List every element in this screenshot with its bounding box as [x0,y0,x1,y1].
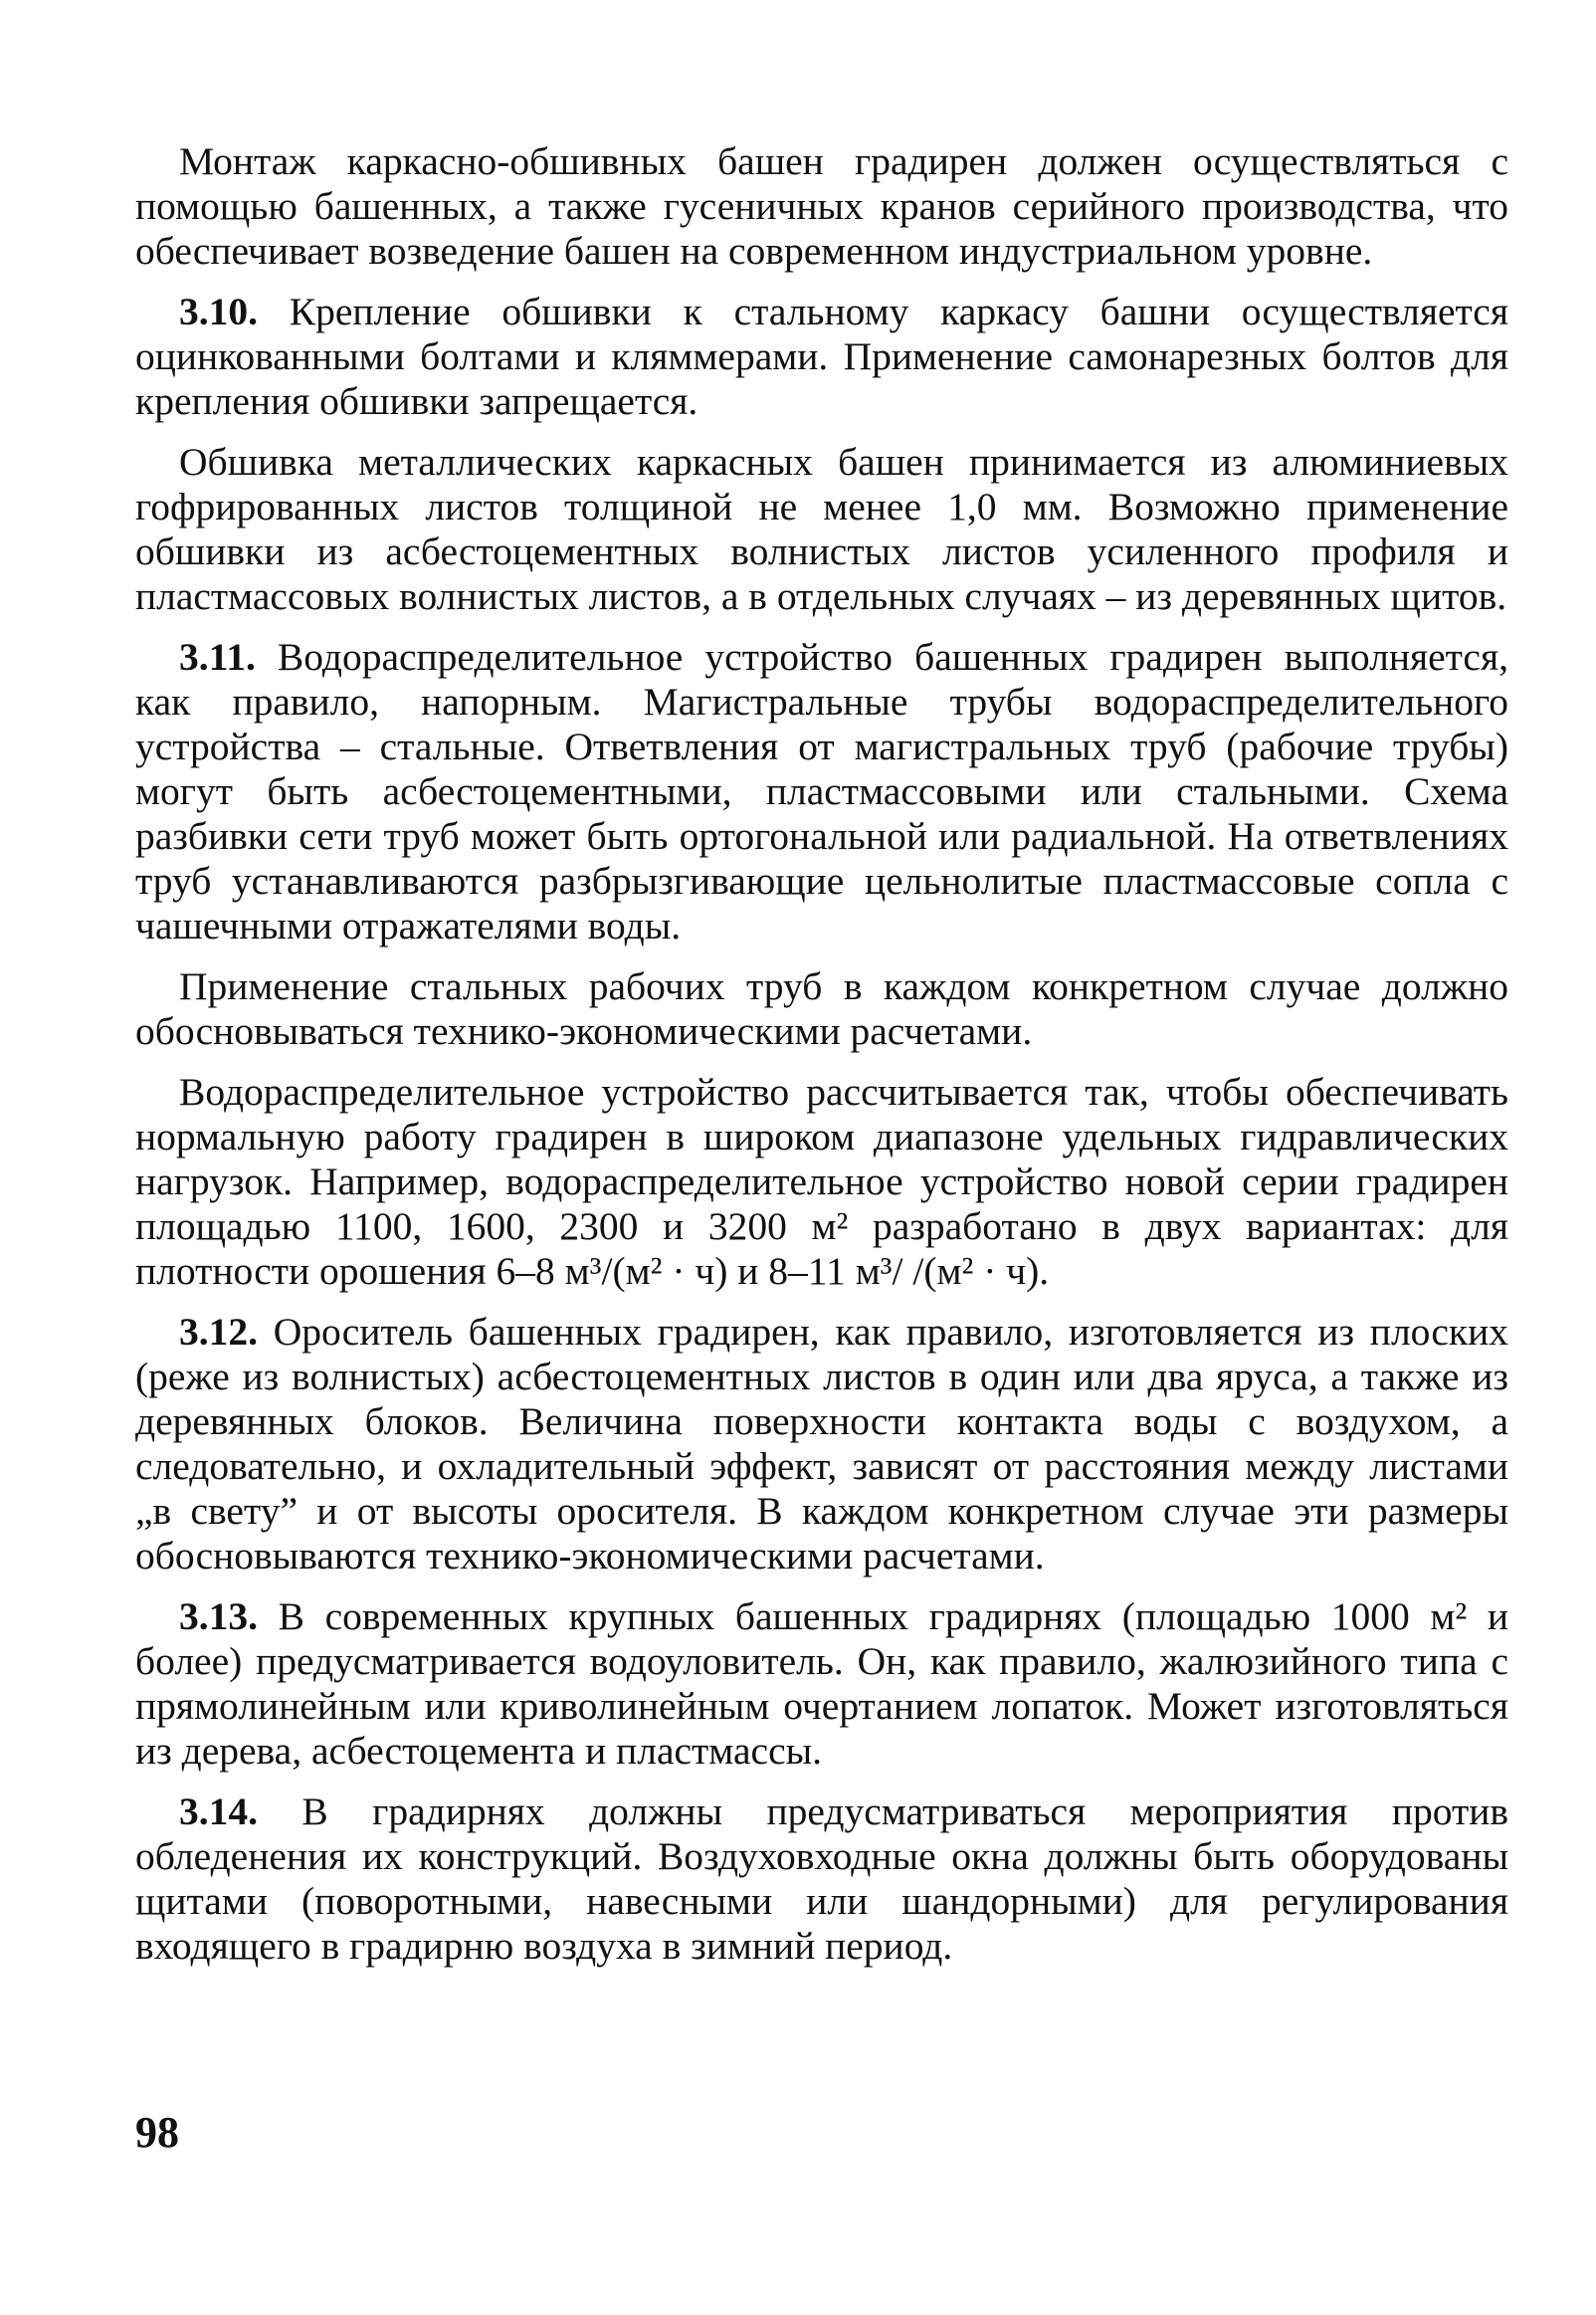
section-3-12 [135,1310,1508,1578]
paragraph-text: Крепление обшивки к стальному каркасу башни осуществляется оцинкованными болтами и кляммерами. Применение самонарезных болтов для крепления обшивки запрещается. [135,290,1508,423]
paragraph-text: Монтаж каркасно-обшивных башен градирен должен осуществляться с помощью башенных, а также гусеничных кранов серийного производства, что обеспечивает возведение башен на современном индустриальном уровне. [135,139,1508,273]
page-number: 98 [135,2108,179,2157]
paragraph-water-distribution [135,1070,1508,1294]
section-number: 3.14. [179,1789,258,1833]
paragraph-text: В современных крупных башенных градирнях (площадью 1000 м² и более) предусматривается водоуловитель. Он, как правило, жалюзийного типа с прямолинейным или криволинейным очертанием лопаток. Может изготовляться из дерева, асбестоцемента и пластмассы. [135,1594,1508,1773]
paragraph-text: Водораспределительное устройство башенных градирен выполняется, как правило, напорным. Магистральные трубы водораспределительного устройства – стальные. Ответвления от магистральных труб (рабочие трубы) могут быть асбестоцементными, пластмассовыми или стальными. Схема разбивки сети труб может быть ортогональной или радиальной. На ответвлениях труб устанавливаются разбрызгивающие цельнолитые пластмассовые сопла с чашечными отражателями воды. [135,635,1508,947]
section-3-11 [135,635,1508,948]
body-text [135,139,1508,1985]
section-number: 3.12. [179,1310,258,1354]
paragraph-text: Водораспределительное устройство рассчитывается так, чтобы обеспечивать нормальную работу градирен в широком диапазоне удельных гидравлических нагрузок. Например, водораспределительное устройство новой серии градирен площадью 1100, 1600, 2300 и 3200 м² разработано в двух вариантах: для плотности орошения 6–8 м³/(м² · ч) и 8–11 м³/ /(м² · ч). [135,1070,1508,1293]
paragraph-steel-pipes [135,964,1508,1054]
paragraph-cladding [135,440,1508,619]
section-3-13 [135,1594,1508,1774]
section-number: 3.11. [179,635,256,679]
section-3-14 [135,1789,1508,1969]
paragraph-text: В градирнях должны предусматриваться мероприятия против обледенения их конструкций. Воздуховходные окна должны быть оборудованы щитами (поворотными, навесными или шандорными) для регулирования входящего в градирню воздуха в зимний период. [135,1789,1509,1968]
section-3-10 [135,290,1508,424]
paragraph-text: Обшивка металлических каркасных башен принимается из алюминиевых гофрированных листов толщиной не менее 1,0 мм. Возможно применение обшивки из асбестоцементных волнистых листов усиленного профиля и пластмассовых волнистых листов, а в отдельных случаях – из деревянных щитов. [135,440,1508,618]
paragraph-intro [135,139,1508,274]
section-number: 3.13. [179,1594,258,1638]
paragraph-text: Применение стальных рабочих труб в каждом конкретном случае должно обосновываться технико-экономическими расчетами. [135,964,1508,1053]
section-number: 3.10. [179,290,258,333]
paragraph-text: Ороситель башенных градирен, как правило, изготовляется из плоских (реже из волнистых) асбестоцементных листов в один или два яруса, а также из деревянных блоков. Величина поверхности контакта воды с воздухом, а следовательно, и охладительный эффект, зависят от расстояния между листами „в свету” и от высоты оросителя. В каждом конкретном случае эти размеры обосновываются технико-экономическими расчетами. [135,1310,1509,1578]
